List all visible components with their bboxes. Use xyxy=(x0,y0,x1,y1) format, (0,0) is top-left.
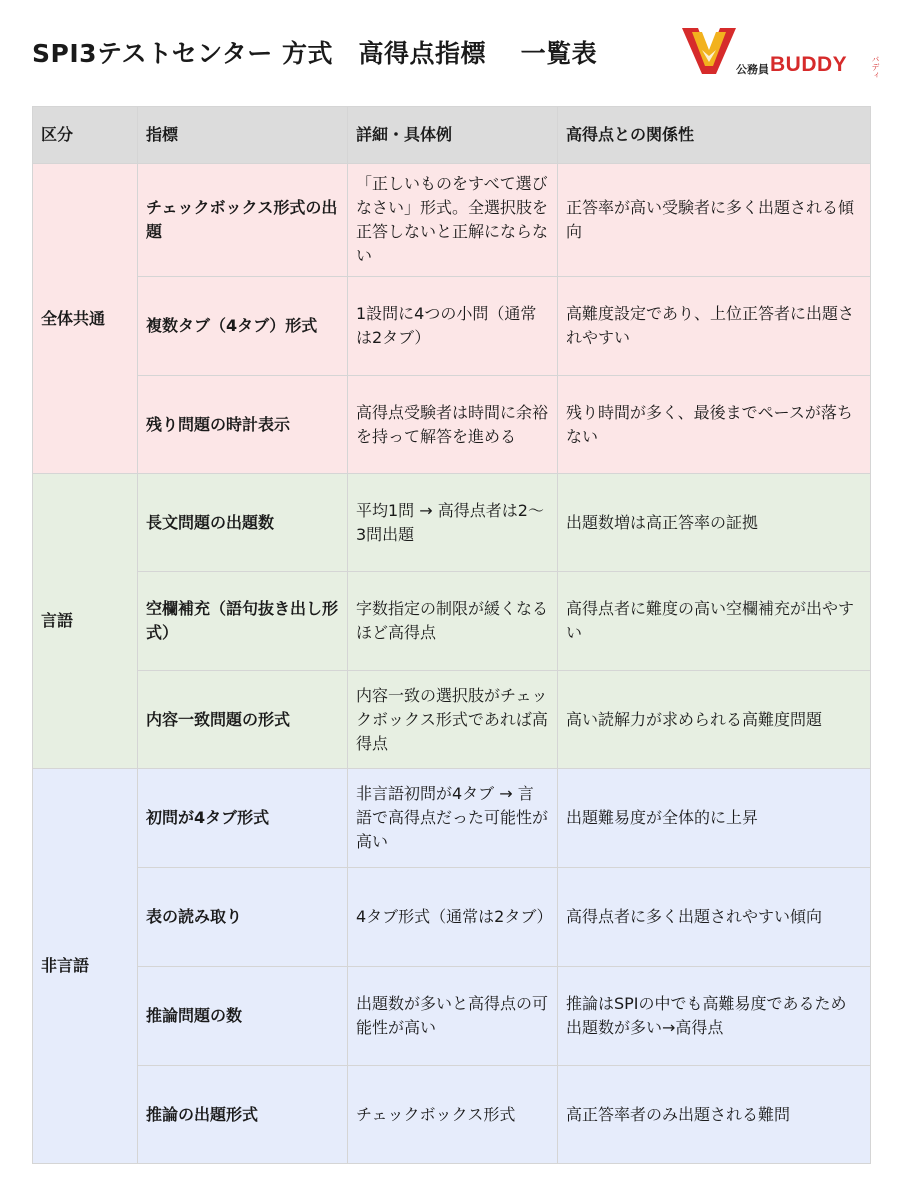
category-cell: 全体共通 xyxy=(33,164,138,474)
indicator-cell: 推論問題の数 xyxy=(138,967,348,1066)
indicator-cell: チェックボックス形式の出題 xyxy=(138,164,348,277)
detail-cell: 内容一致の選択肢がチェックボックス形式であれば高得点 xyxy=(348,671,558,769)
relation-cell: 出題数増は高正答率の証拠 xyxy=(558,474,871,572)
brand-logo xyxy=(680,20,880,82)
indicator-cell: 初問が4タブ形式 xyxy=(138,769,348,868)
v-shield-logo-icon xyxy=(680,20,738,80)
table-row xyxy=(33,967,871,1066)
logo-brand-text: BUDDY xyxy=(770,53,848,76)
category-cell: 言語 xyxy=(33,474,138,769)
detail-cell: 「正しいものをすべて選びなさい」形式。全選択肢を正答しないと正解にならない xyxy=(348,164,558,277)
indicator-cell: 空欄補充（語句抜き出し形式） xyxy=(138,572,348,671)
header-indicator: 指標 xyxy=(138,107,348,164)
relation-cell: 出題難易度が全体的に上昇 xyxy=(558,769,871,868)
indicator-table xyxy=(32,106,871,1164)
relation-cell: 高得点者に難度の高い空欄補充が出やすい xyxy=(558,572,871,671)
relation-cell: 高正答率者のみ出題される難問 xyxy=(558,1066,871,1164)
header-relation: 高得点との関係性 xyxy=(558,107,871,164)
header-detail: 詳細・具体例 xyxy=(348,107,558,164)
detail-cell: 字数指定の制限が緩くなるほど高得点 xyxy=(348,572,558,671)
relation-cell: 残り時間が多く、最後までペースが落ちない xyxy=(558,376,871,474)
table-row xyxy=(33,572,871,671)
table-row xyxy=(33,769,871,868)
table-row xyxy=(33,376,871,474)
detail-cell: 出題数が多いと高得点の可能性が高い xyxy=(348,967,558,1066)
indicator-cell: 推論の出題形式 xyxy=(138,1066,348,1164)
logo-sub-text: 公務員 xyxy=(736,63,769,76)
detail-cell: 平均1問 → 高得点者は2〜3問出題 xyxy=(348,474,558,572)
relation-cell: 高得点者に多く出題されやすい傾向 xyxy=(558,868,871,967)
table-row xyxy=(33,164,871,277)
indicator-cell: 内容一致問題の形式 xyxy=(138,671,348,769)
indicator-cell: 複数タブ（4タブ）形式 xyxy=(138,277,348,376)
relation-cell: 正答率が高い受験者に多く出題される傾向 xyxy=(558,164,871,277)
category-cell: 非言語 xyxy=(33,769,138,1164)
indicator-cell: 表の読み取り xyxy=(138,868,348,967)
header-category: 区分 xyxy=(33,107,138,164)
detail-cell: チェックボックス形式 xyxy=(348,1066,558,1164)
relation-cell: 高い読解力が求められる高難度問題 xyxy=(558,671,871,769)
table-row xyxy=(33,1066,871,1164)
table-row xyxy=(33,671,871,769)
detail-cell: 非言語初問が4タブ → 言語で高得点だった可能性が高い xyxy=(348,769,558,868)
detail-cell: 1設問に4つの小問（通常は2タブ） xyxy=(348,277,558,376)
detail-cell: 高得点受験者は時間に余裕を持って解答を進める xyxy=(348,376,558,474)
page-title: SPI3テストセンター 方式 高得点指標 一覧表 xyxy=(32,39,598,68)
relation-cell: 推論はSPIの中でも高難易度であるため出題数が多い→高得点 xyxy=(558,967,871,1066)
table-row xyxy=(33,474,871,572)
relation-cell: 高難度設定であり、上位正答者に出題されやすい xyxy=(558,277,871,376)
logo-tag-text: バディ xyxy=(871,55,880,79)
table-row xyxy=(33,868,871,967)
table-row xyxy=(33,277,871,376)
table-header-row xyxy=(33,107,871,164)
indicator-cell: 残り問題の時計表示 xyxy=(138,376,348,474)
detail-cell: 4タブ形式（通常は2タブ） xyxy=(348,868,558,967)
indicator-cell: 長文問題の出題数 xyxy=(138,474,348,572)
